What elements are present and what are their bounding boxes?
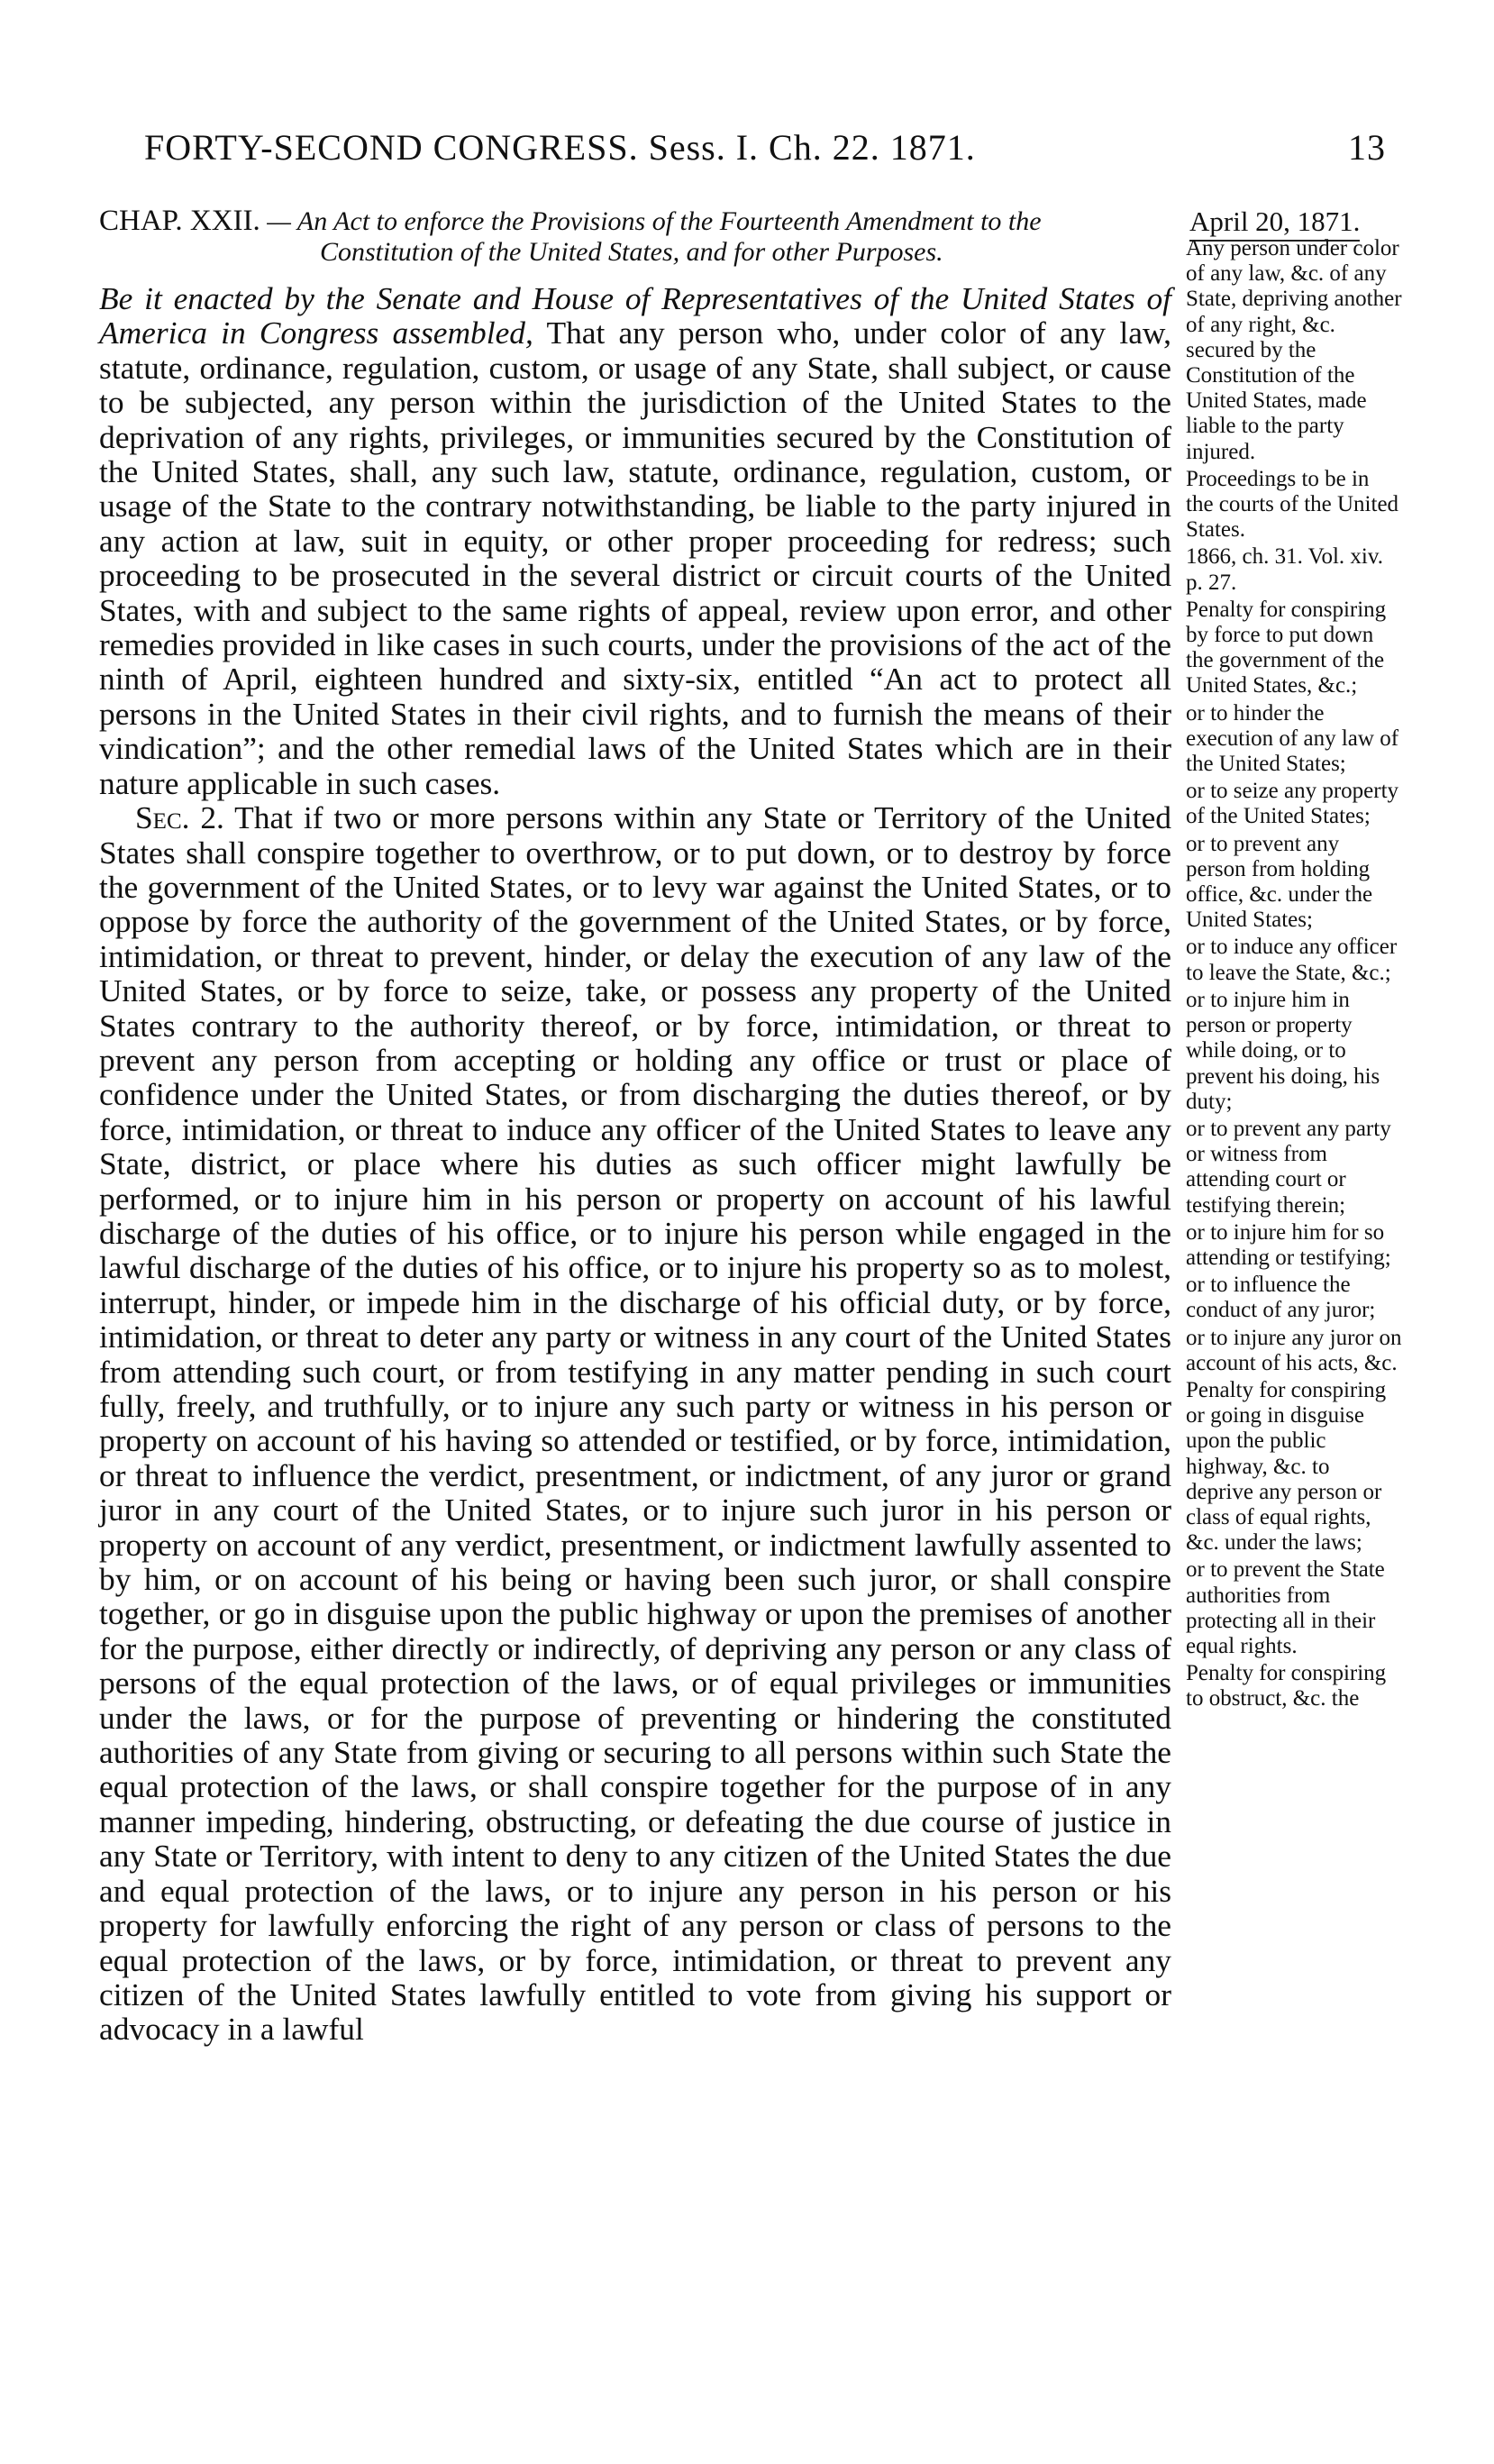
- enacting-clause: Be it enacted by the Senate and House of Representatives of the United States of America in Congress assembled,: [99, 280, 1171, 351]
- section-2-text: That if two or more persons within any State or Territory of the United States shall conspire together to overthrow, or to put down, or to destroy by force the government of the United States, or to levy war against the United States, or to oppose by force the authority of the government of the United States, or by force, intimidation, or threat to prevent, hinder, or delay the execution of any law of the United States, or by force to seize, take, or possess any property of the United States contrary to the authority thereof, or by force, intimidation, or threat to prevent any person from accepting or holding any office or trust or place of confidence under the United States, or from discharging the duties thereof, or by force, intimidation, or threat to induce any officer of the United States to leave any State, district, or place where his duties as such officer might lawfully be performed, or to injure him in his person or property on account of his lawful discharge of the duties of his office, or to injure his person while engaged in the lawful discharge of the duties of his office, or to injure his property so as to molest, interrupt, hinder, or impede him in the discharge of his official duty, or by force, intimidation, or threat to deter any party or witness in any court of the United States from attending such court, or from testifying in any matter pending in such court fully, freely, and truthfully, or to injure any such party or witness in his person or property on account of his having so attended or testified, or by force, intimidation, or threat to influence the verdict, presentment, or indictment, of any juror or grand juror in any court of the United States, or to injure such juror in his person or property on account of any verdict, presentment, or indictment lawfully assented to by him, or on account of his being or having been such juror, or shall conspire together, or go in disguise upon the public highway or upon the premises of another for the purpose, either directly or indirectly, of depriving any person or any class of persons of the equal protection of the laws, or of equal privileges or immunities under the laws, or for the purpose of preventing or hindering the constituted authorities of any State from giving or securing to all persons within such State the equal protection of the laws, or shall conspire together for the purpose of in any manner impeding, hindering, obstructing, or defeating the due course of justice in any State or Territory, with intent to deny to any citizen of the United States the due and equal protection of the laws, or to injure any person in his person or his property for lawfully enforcing the right of any person or class of persons to the equal protection of the laws, or by force, intimidation, or threat to prevent any citizen of the United States lawfully entitled to vote from giving his support or advocacy in a lawful: [99, 799, 1171, 2048]
- margin-note: or to induce any officer to leave the State, &c.;: [1186, 935, 1398, 985]
- margin-note: or to prevent any party or witness from attending court or testifying therein;: [1186, 1116, 1391, 1218]
- chapter-label: CHAP. XXII.: [99, 205, 260, 237]
- chapter-title-line2: Constitution of the United States, and for other Purposes.: [320, 237, 943, 267]
- margin-note: or to injure him in person or property while doing, or to prevent his doing, his duty;: [1186, 987, 1380, 1114]
- margin-notes: [1186, 236, 1402, 1712]
- margin-note: Proceedings to be in the courts of the United States.: [1186, 466, 1399, 543]
- margin-note: or to prevent the State authorities from protecting all in their equal rights.: [1186, 1557, 1385, 1658]
- enactment-date: April 20, 1871.: [1189, 205, 1360, 242]
- margin-note: Any person under color of any law, &c. of any State, depriving another of any right, &c. secured by the Constitution of the United States, made liable to the party injured.: [1186, 236, 1402, 464]
- margin-note: or to injure any juror on account of his acts, &c.: [1186, 1325, 1402, 1375]
- margin-note: 1866, ch. 31. Vol. xiv. p. 27.: [1186, 544, 1383, 595]
- section-2: [99, 800, 1171, 2047]
- page-number: 13: [1348, 127, 1386, 168]
- margin-note: or to hinder the execution of any law of the United States;: [1186, 700, 1399, 777]
- section-2-label: Sec. 2.: [135, 799, 224, 836]
- section-1: [99, 281, 1171, 800]
- chapter-heading: [99, 205, 1171, 268]
- margin-note: or to injure him for so attending or testifying;: [1186, 1219, 1391, 1270]
- margin-note: Penalty for conspiring by force to put down the government of the United States, &c.;: [1186, 597, 1387, 698]
- margin-note: or to seize any property of the United States;: [1186, 779, 1399, 829]
- margin-note: Penalty for conspiring or going in disguise upon the public highway, &c. to deprive any person or class of equal rights, &c. under the laws;: [1186, 1377, 1387, 1556]
- section-1-text: That any person who, under color of any law, statute, ordinance, regulation, custom, or usage of any State, shall subject, or cause to be subjected, any person within the jurisdiction of the United States to the deprivation of any rights, privileges, or immunities secured by the Constitution of the United States, shall, any such law, statute, ordinance, regulation, custom, or usage of the State to the contrary notwithstanding, be liable to the party injured in any action at law, suit in equity, or other proper proceeding for redress; such proceeding to be prosecuted in the several district or circuit courts of the United States, with and subject to the same rights of appeal, review upon error, and other remedies provided in like cases in such courts, under the provisions of the act of the ninth of April, eighteen hundred and sixty-six, entitled “An act to protect all persons in the United States in their civil rights, and to furnish the means of their vindication”; and the other remedial laws of the United States which are in their nature applicable in such cases.: [99, 315, 1172, 801]
- margin-note: or to prevent any person from holding office, &c. under the United States;: [1186, 831, 1373, 933]
- statute-body: [99, 281, 1171, 2047]
- margin-note: Penalty for conspiring to obstruct, &c. the: [1186, 1661, 1387, 1711]
- margin-note: or to influence the conduct of any juror;: [1186, 1273, 1376, 1323]
- running-header: [99, 126, 1397, 180]
- running-title: FORTY-SECOND CONGRESS. Sess. I. Ch. 22. 1871.: [144, 127, 976, 168]
- chapter-title-line1: — An Act to enforce the Provisions of the Fourteenth Amendment to the: [267, 206, 1042, 236]
